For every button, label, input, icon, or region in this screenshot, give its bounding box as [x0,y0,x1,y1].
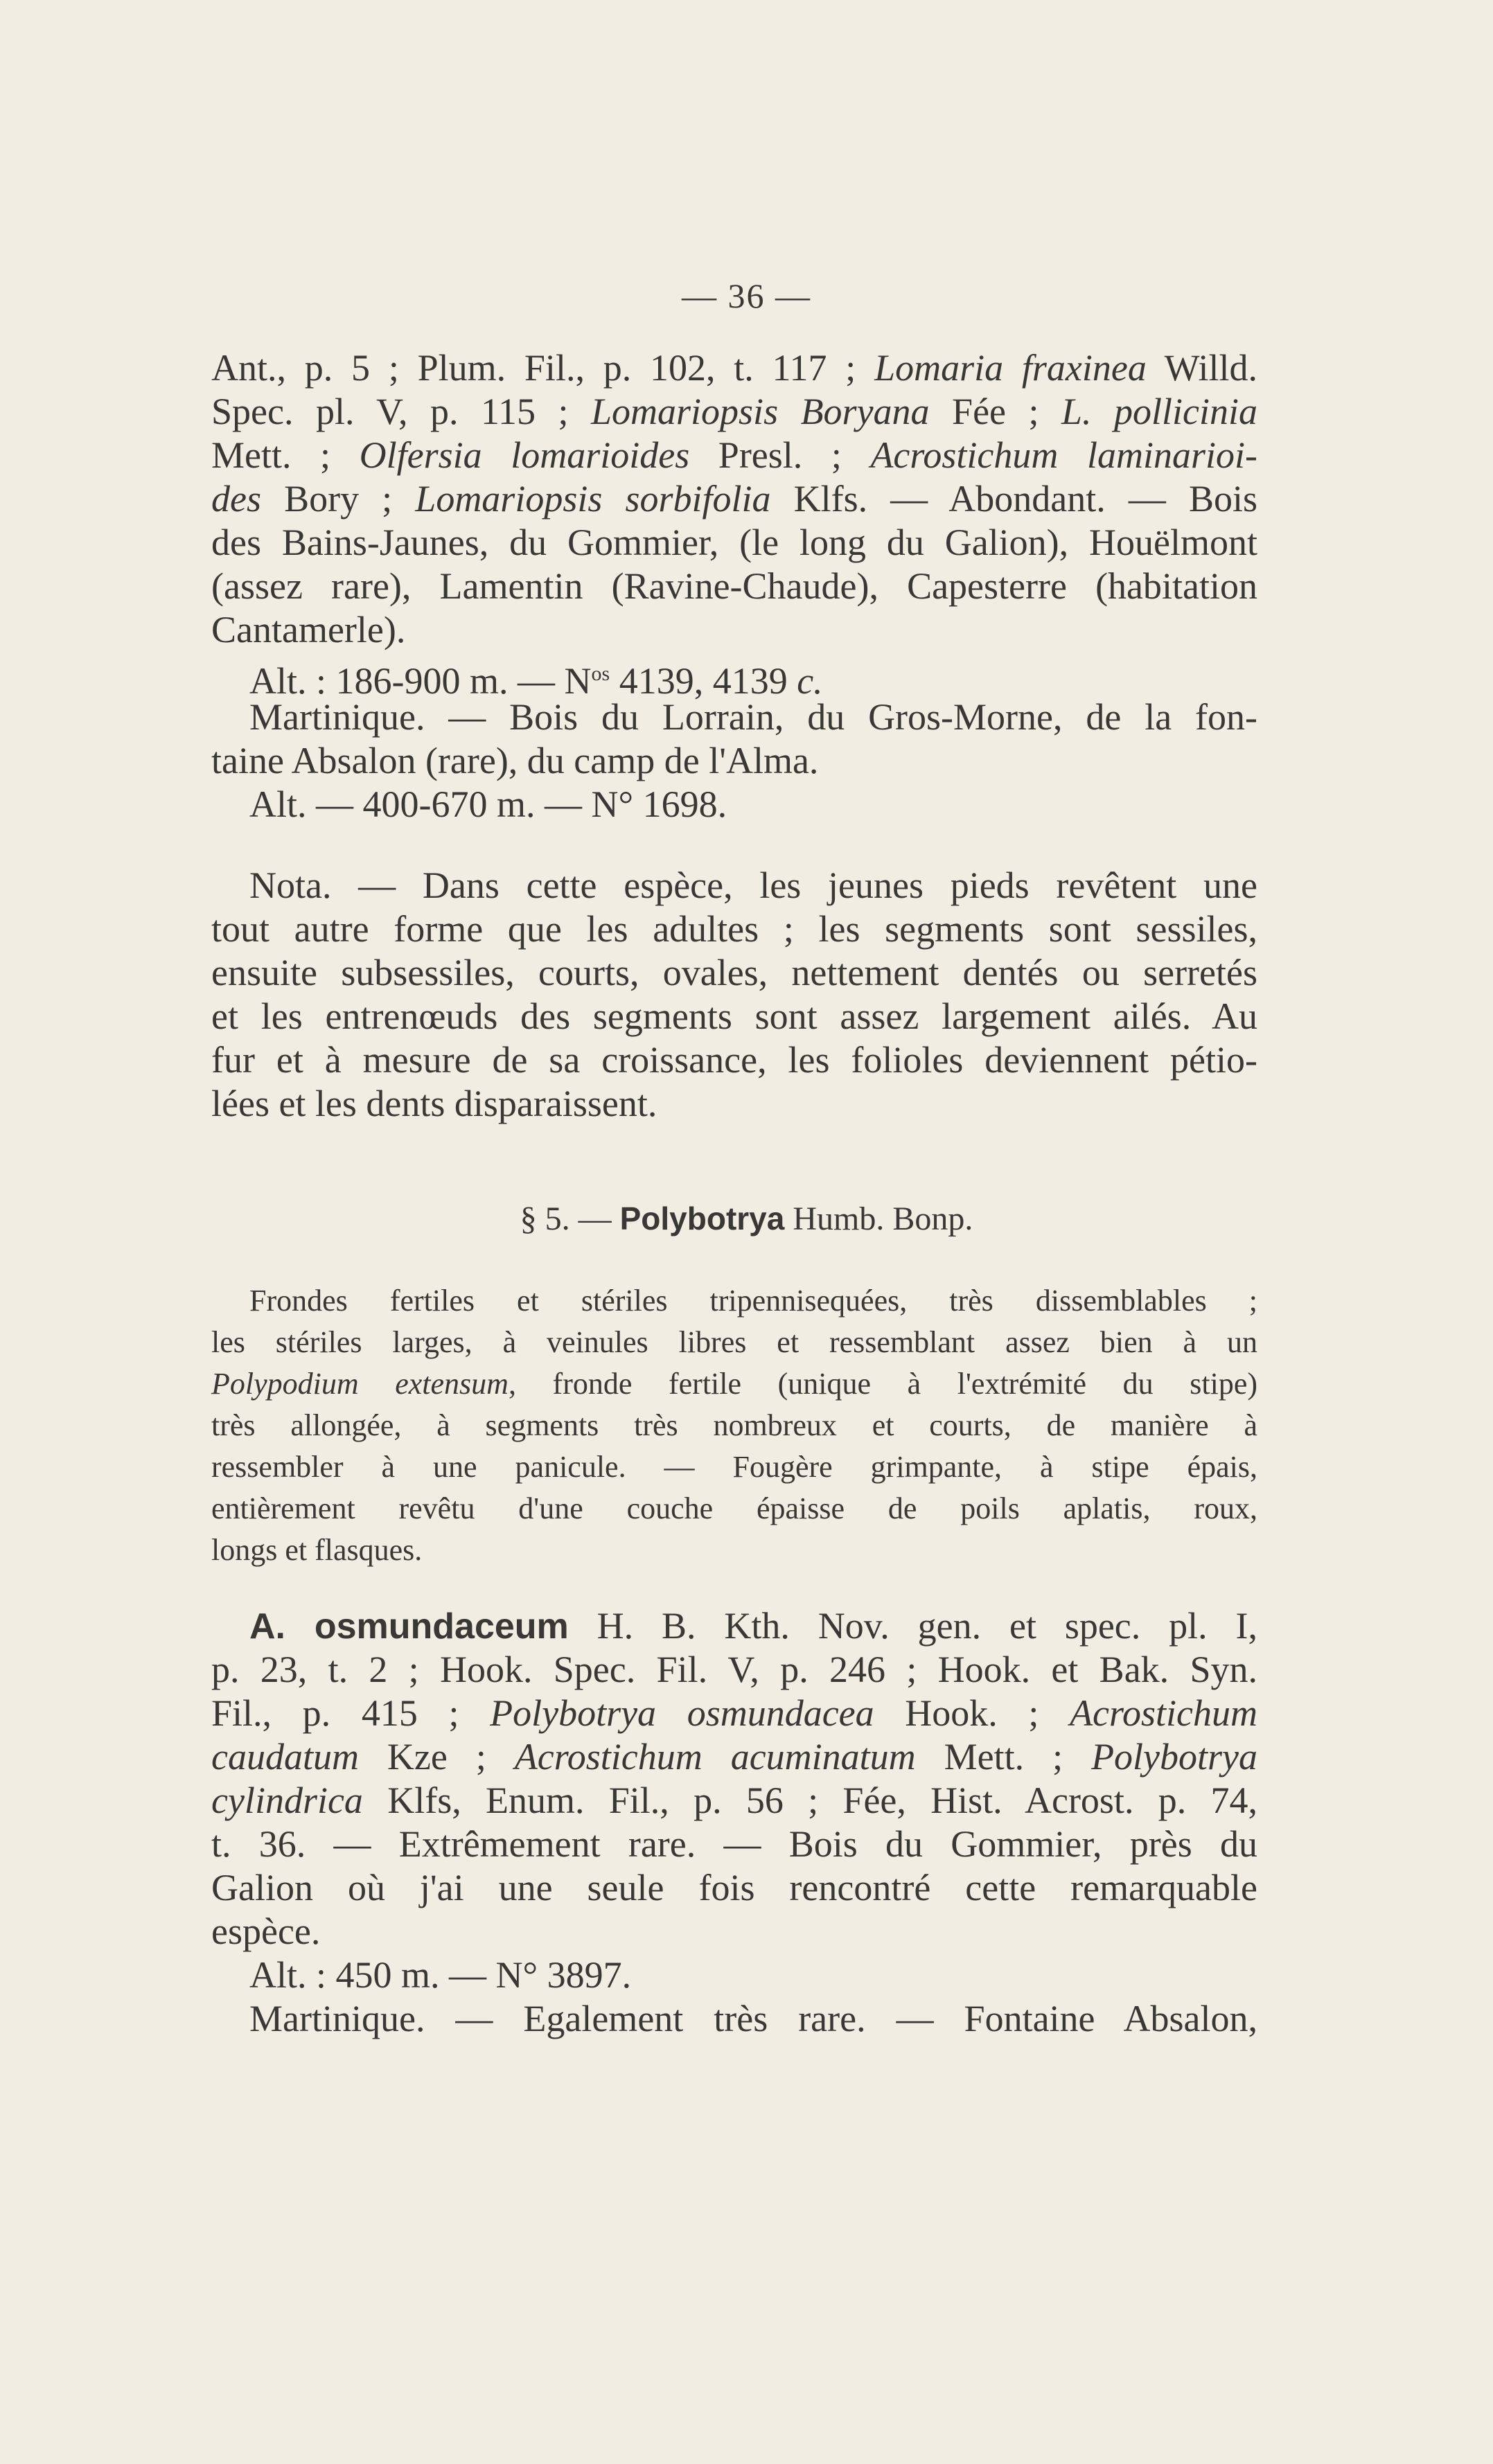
text-line: Polypodium extensum, fronde fertile (unique à l'extrémité du stipe) [211,1367,1258,1401]
text-line: p. 23, t. 2 ; Hook. Spec. Fil. V, p. 246 ; Hook. et Bak. Syn. [211,1649,1257,1690]
text-line: tout autre forme que les adultes ; les segments sont sessiles, [211,908,1257,950]
text-line: (assez rare), Lamentin (Ravine-Chaude), Capesterre (habitation [211,565,1257,607]
text-line: Martinique. — Bois du Lorrain, du Gros-Morne, de la fon- [249,696,1257,738]
text-line: des Bains-Jaunes, du Gommier, (le long du Galion), Houëlmont [211,522,1257,563]
text-line: Martinique. — Egalement très rare. — Fontaine Absalon, [249,1998,1257,2039]
species-name: A. osmundaceum [249,1606,569,1647]
nota-paragraph [211,864,1257,1126]
text-line: cylindrica Klfs, Enum. Fil., p. 56 ; Fée, Hist. Acrost. p. 74, [211,1780,1257,1821]
text-line: ressembler à une panicule. — Fougère grimpante, à stipe épais, [211,1450,1257,1484]
text-line: et les entrenœuds des segments sont assez largement ailés. Au [211,995,1257,1037]
page-number: — 36 — [682,276,811,315]
text-line: Spec. pl. V, p. 115 ; Lomariopsis Boryana Fée ; L. pollicinia [211,391,1258,432]
altitude-line: Alt. — 400-670 m. — N° 1698. [249,783,727,825]
text-line: Frondes fertiles et stériles tripennisequées, très dissemblables ; [249,1284,1257,1318]
synonymy-paragraph [211,346,1257,826]
text-line: fur et à mesure de sa croissance, les folioles deviennent pétio- [211,1039,1257,1081]
text-line: Ant., p. 5 ; Plum. Fil., p. 102, t. 117 ; Lomaria fraxinea Willd. [211,347,1257,389]
text-line: longs et flasques. [211,1533,423,1567]
text-line: A. osmundaceum H. B. Kth. Nov. gen. et spec. pl. I, [249,1605,1257,1647]
text-line: très allongée, à segments très nombreux et courts, de manière à [211,1408,1257,1442]
text-line: caudatum Kze ; Acrostichum acuminatum Mett. ; Polybotrya [211,1736,1258,1778]
text-line: lées et les dents disparaissent. [211,1083,657,1124]
text-line: Cantamerle). [211,609,406,650]
text-line: espèce. [211,1911,321,1952]
text-line: taine Absalon (rare), du camp de l'Alma. [211,740,819,781]
text-line: Mett. ; Olfersia lomarioides Presl. ; Acrostichum laminarioi- [211,434,1257,476]
genus-description [211,1280,1257,1571]
text-line: Galion où j'ai une seule fois rencontré cette remarquable [211,1867,1257,1908]
text-line: t. 36. — Extrêmement rare. — Bois du Gommier, près du [211,1823,1257,1865]
altitude-line: Alt. : 450 m. — N° 3897. [249,1954,632,1996]
species-entry [211,1604,1257,2041]
text-line: Nota. — Dans cette espèce, les jeunes pieds revêtent une [249,865,1257,906]
text-line: Fil., p. 415 ; Polybotrya osmundacea Hook. ; Acrostichum [211,1692,1258,1734]
section-heading: § 5. — Polybotrya Humb. Bonp. [520,1200,973,1237]
text-line: ensuite subsessiles, courts, ovales, nettement dentés ou serretés [211,952,1257,993]
text-line: des Bory ; Lomariopsis sorbifolia Klfs. — Abondant. — Bois [211,478,1257,520]
altitude-line: Alt. : 186-900 m. — $N^{os}$ 4139, 4139 c. [249,660,823,702]
text-line: entièrement revêtu d'une couche épaisse de poils aplatis, roux, [211,1491,1257,1525]
text-line: les stériles larges, à veinules libres et ressemblant assez bien à un [211,1325,1257,1359]
